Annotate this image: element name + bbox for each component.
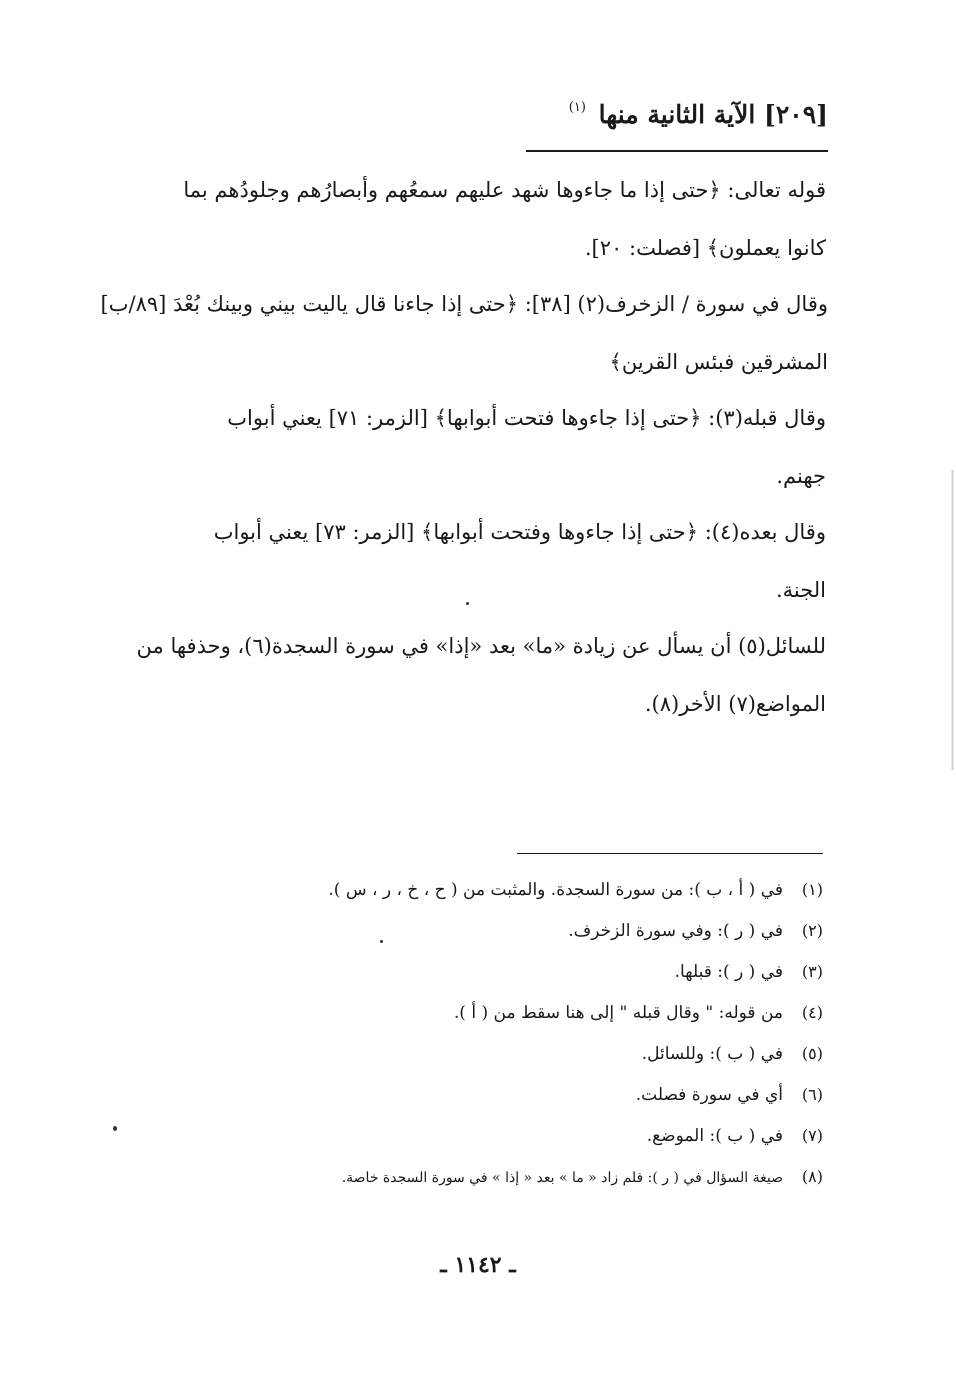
section-number: [٢٠٩] — [764, 100, 828, 129]
footnote-number: (١) — [801, 880, 823, 899]
page-number: ـ ١١٤٢ ـ — [440, 1252, 516, 1278]
footnote-number: (٨) — [801, 1167, 823, 1186]
footnote-text: في ( ر ): قبلها. — [674, 962, 783, 982]
footnote-item — [123, 880, 823, 921]
section-title: الآية الثانية منها — [598, 100, 756, 129]
scan-speck — [466, 602, 469, 605]
footnote-text: في ( أ ، ب ): من سورة السجدة. والمثبت من ( ح ، خ ، ر ، س ). — [328, 880, 783, 900]
footnotes-list — [123, 880, 823, 1208]
paragraph-question — [137, 617, 826, 733]
footnote-number: (٧) — [801, 1126, 823, 1145]
footnote-number: (٦) — [801, 1085, 823, 1104]
paragraph-verse-zumar-73 — [214, 503, 826, 619]
footnote-item — [123, 1085, 823, 1126]
footnote-text: صيغة السؤال في ( ر ): فلم زاد « ما » بعد « إذا » في سورة السجدة خاصة. — [341, 1170, 783, 1186]
footnote-number: (٣) — [801, 962, 823, 981]
text-line: وقال قبله(٣): ﴿حتى إذا جاءوها فتحت أبوابها﴾ [الزمر: ٧١] يعني أبواب — [227, 406, 826, 430]
footnote-item — [123, 1167, 823, 1208]
text-line: كانوا يعملون﴾ [فصلت: ٢٠]. — [584, 236, 826, 260]
text-line: المشرقين فبئس القرين﴾ — [609, 350, 828, 374]
text-line: المواضع(٧) الأخر(٨). — [644, 692, 826, 716]
scan-speck — [113, 1126, 117, 1131]
text-line: جهنم. — [776, 464, 826, 488]
footnote-text: في ( ب ): الموضع. — [646, 1126, 783, 1146]
footnote-item — [123, 1126, 823, 1167]
footnote-item — [123, 1003, 823, 1044]
footnote-number: (٥) — [801, 1044, 823, 1063]
footnote-number: (٤) — [801, 1003, 823, 1022]
footnote-item — [123, 921, 823, 962]
heading-underline — [526, 150, 828, 152]
footnote-item — [123, 962, 823, 1003]
footnote-number: (٢) — [801, 921, 823, 940]
text-line: وقال في سورة / الزخرف(٢) [٣٨]: ﴿حتى إذا جاءنا قال ياليت بيني وبينك بُعْدَ [٨٩/ب] — [100, 292, 828, 316]
text-line: الجنة. — [775, 578, 826, 602]
text-line: قوله تعالى: ﴿حتى إذا ما جاءوها شهد عليهم سمعُهم وأبصارُهم وجلودُهم بما — [183, 178, 826, 202]
footnote-text: من قوله: " وقال قبله " إلى هنا سقط من ( أ ). — [453, 1003, 783, 1023]
footnote-item — [123, 1044, 823, 1085]
paragraph-verse-zukhruf — [101, 275, 828, 391]
footnote-text: في ( ب ): وللسائل. — [641, 1044, 783, 1064]
scan-speck — [380, 940, 383, 943]
footnote-text: في ( ر ): وفي سورة الزخرف. — [568, 921, 783, 941]
heading-footnote-ref: (١) — [568, 100, 586, 115]
text-line: للسائل(٥) أن يسأل عن زيادة «ما» بعد «إذا» في سورة السجدة(٦)، وحذفها من — [136, 634, 826, 658]
scan-binding-shadow — [951, 470, 954, 770]
footnote-separator — [517, 853, 823, 854]
paragraph-verse-zumar-71 — [227, 389, 826, 505]
footnote-text: أي في سورة فصلت. — [635, 1085, 783, 1105]
section-heading — [569, 100, 828, 129]
text-line: وقال بعده(٤): ﴿حتى إذا جاءوها وفتحت أبوابها﴾ [الزمر: ٧٣] يعني أبواب — [213, 520, 826, 544]
paragraph-verse-fussilat — [183, 161, 826, 277]
